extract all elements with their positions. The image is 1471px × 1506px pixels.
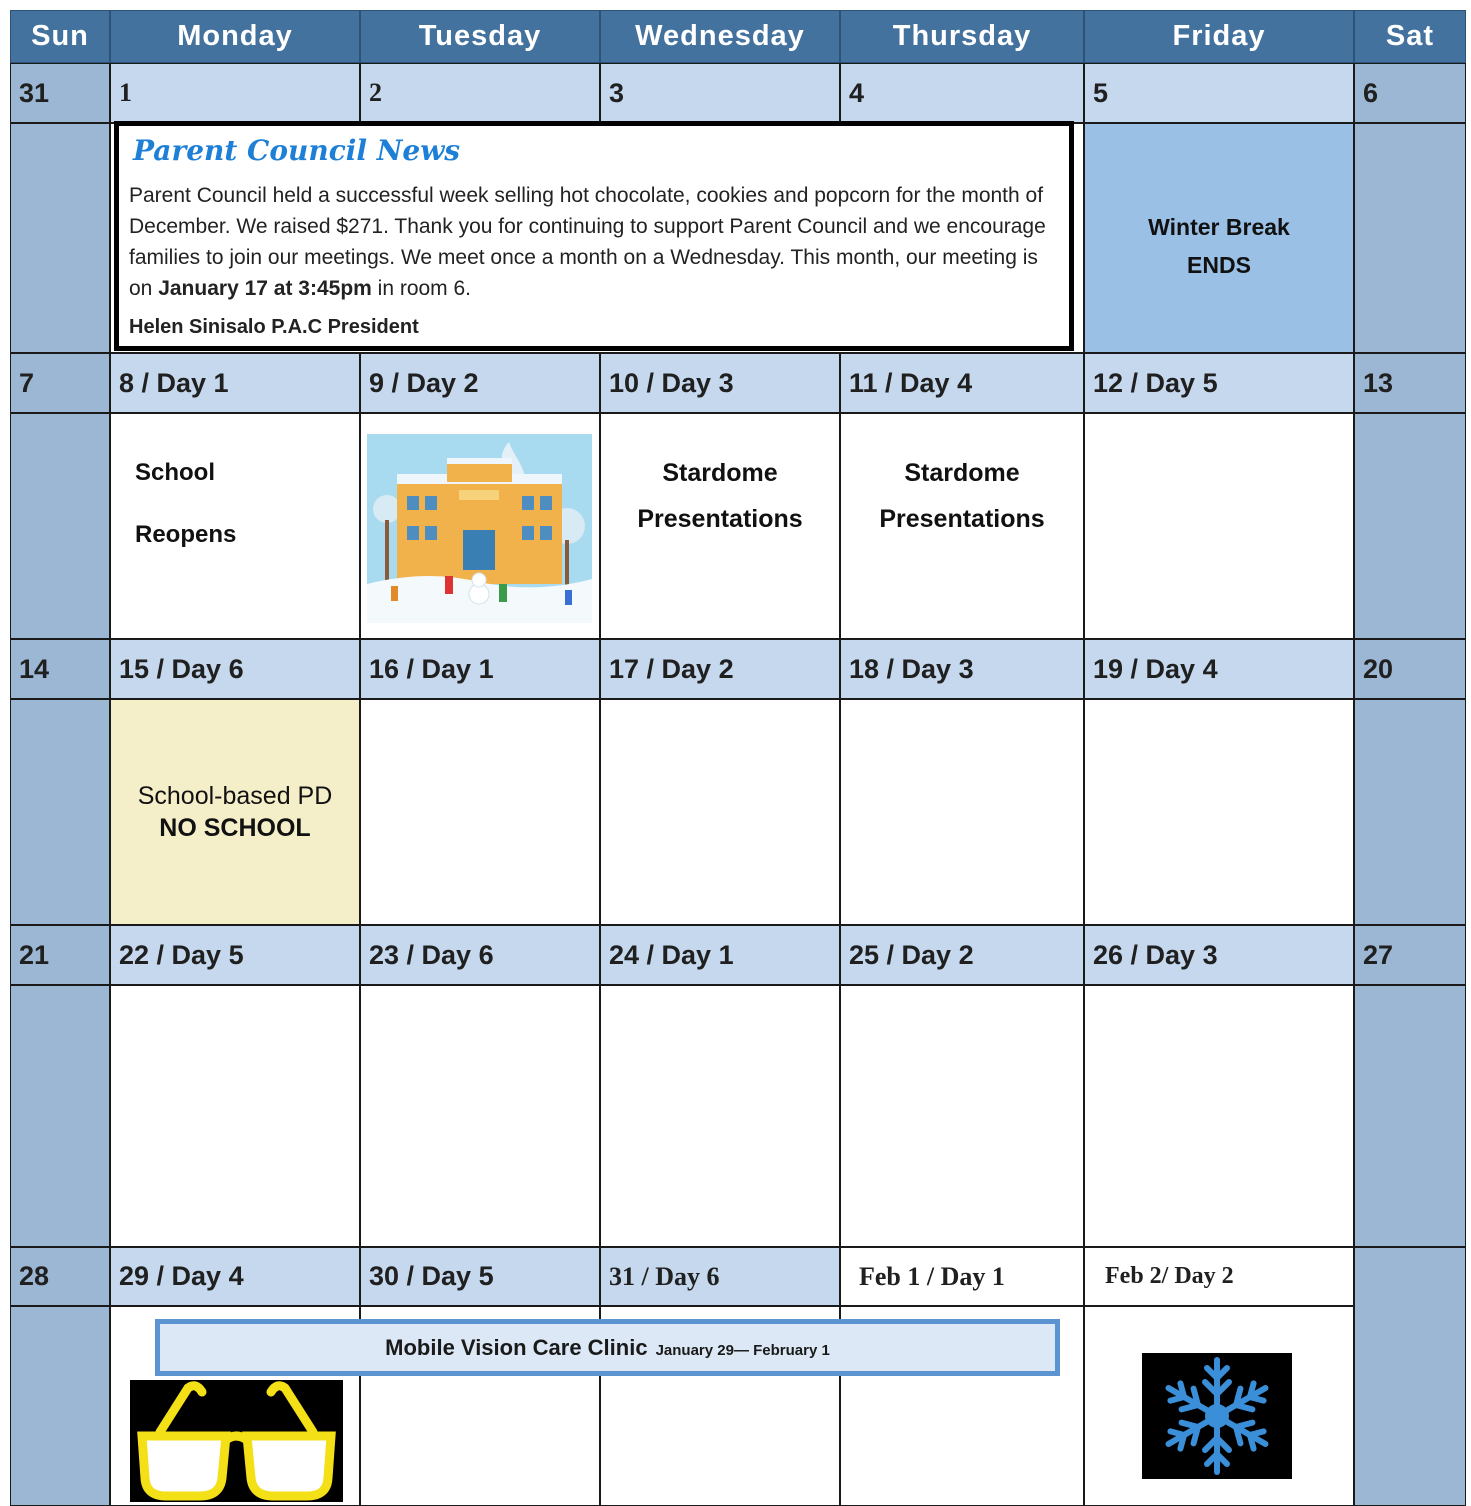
day-number-cell [600, 925, 840, 985]
day-number: 10 / Day 3 [609, 367, 734, 398]
day-number: 24 / Day 1 [609, 939, 734, 970]
day-cell-wednesday [600, 699, 840, 925]
vision-clinic-banner [155, 1319, 1060, 1376]
day-number: 28 [19, 1261, 50, 1291]
day-number-cell [110, 1247, 360, 1306]
news-body-text: Parent Council held a successful week selling hot chocolate, cookies and popcorn for the month of December. We raised $271. Thank you for continuing to support Parent Council and we encourage families to join our meetings. We meet once a month on a Wednesday. This month, our meeting is on [129, 184, 1046, 300]
stardome-line1: Stardome [904, 459, 1020, 487]
day-number-cell [110, 925, 360, 985]
day-number: 8 / Day 1 [119, 367, 229, 398]
day-cell-wednesday [600, 985, 840, 1247]
day-number: 20 [1363, 653, 1394, 684]
day-number-cell [110, 639, 360, 699]
day-cell-winter-break [1084, 123, 1354, 353]
day-number-cell [360, 1247, 600, 1306]
day-number: 5 [1093, 77, 1109, 108]
stardome-line1: Stardome [662, 459, 778, 487]
pd-day-line1: School-based PD [137, 782, 333, 810]
day-number-cell [10, 925, 110, 985]
day-number: 25 / Day 2 [849, 939, 974, 970]
day-number: 3 [609, 77, 625, 108]
day-number: 6 [1363, 77, 1379, 108]
day-number-cell [840, 639, 1084, 699]
day-number-cell [360, 925, 600, 985]
day-number: 17 / Day 2 [609, 653, 734, 684]
day-number-cell [1354, 639, 1466, 699]
day-number-cell [840, 353, 1084, 413]
news-meeting-date: January 17 at 3:45pm [158, 277, 372, 300]
day-number-cell [10, 639, 110, 699]
day-cell-tuesday [360, 985, 600, 1247]
news-body-end: in room 6. [371, 277, 472, 300]
stardome-line2: Presentations [637, 505, 803, 533]
stardome-line2: Presentations [879, 505, 1045, 533]
day-number-cell [600, 639, 840, 699]
day-number: 12 / Day 5 [1093, 367, 1218, 398]
news-title: Parent Council News [133, 134, 461, 167]
day-cell-stardome-wednesday [600, 413, 840, 639]
day-number: 13 [1363, 367, 1394, 398]
day-number: 4 [849, 77, 865, 108]
day-cell-saturday [1354, 985, 1466, 1247]
day-number: 14 [19, 653, 50, 684]
day-cell-thursday [840, 699, 1084, 925]
day-cell-monday [110, 985, 360, 1247]
day-number-cell [600, 1247, 840, 1306]
day-number: 27 [1363, 939, 1394, 970]
winter-break-line1: Winter Break [1148, 214, 1290, 240]
day-number: 29 / Day 4 [119, 1261, 244, 1291]
school-reopens-text [135, 442, 236, 566]
day-number: 23 / Day 6 [369, 939, 494, 970]
day-cell-thursday [840, 985, 1084, 1247]
snowflake-icon [1142, 1353, 1292, 1479]
school-reopens-line1: School [135, 459, 216, 486]
day-number-cell [840, 63, 1084, 123]
day-number: 31 / Day 6 [609, 1261, 720, 1291]
day-cell-school-reopens [110, 413, 360, 639]
day-cell-friday [1084, 413, 1354, 639]
day-number: 15 / Day 6 [119, 653, 244, 684]
day-number-cell [110, 63, 360, 123]
day-number-cell [1084, 63, 1354, 123]
day-number-cell [360, 353, 600, 413]
pd-day-line2: NO SCHOOL [159, 814, 311, 842]
header-saturday: Sat [1354, 10, 1466, 63]
day-number: 9 / Day 2 [369, 367, 479, 398]
day-cell-stardome-thursday [840, 413, 1084, 639]
day-number: 2 [369, 78, 382, 107]
day-number: Feb 1 / Day 1 [859, 1261, 1005, 1291]
winter-break-text [1085, 208, 1353, 284]
day-cell-saturday [1354, 123, 1466, 353]
day-cell-sunday [10, 1306, 110, 1506]
day-cell-sunday [10, 985, 110, 1247]
day-number-cell [1084, 639, 1354, 699]
day-number-cell [10, 1247, 110, 1306]
day-cell-friday [1084, 699, 1354, 925]
day-cell-sunday [10, 123, 110, 353]
day-cell-saturday [1354, 1247, 1466, 1506]
day-number-cell [840, 925, 1084, 985]
day-cell-pd-day [110, 699, 360, 925]
day-cell-sunday [10, 413, 110, 639]
winter-break-line2: ENDS [1187, 252, 1251, 278]
day-number-cell [1354, 63, 1466, 123]
day-number: 30 / Day 5 [369, 1261, 494, 1291]
parent-council-news [114, 121, 1074, 351]
day-number-cell [360, 639, 600, 699]
day-number-cell [10, 63, 110, 123]
day-cell-friday [1084, 985, 1354, 1247]
day-number: 16 / Day 1 [369, 653, 494, 684]
day-number: 11 / Day 4 [849, 367, 973, 398]
school-reopens-line2: Reopens [135, 521, 237, 548]
header-monday: Monday [110, 10, 360, 63]
day-cell-saturday [1354, 413, 1466, 639]
day-number-cell [10, 353, 110, 413]
day-number: Feb 2/ Day 2 [1105, 1263, 1234, 1289]
stardome-text [601, 450, 839, 542]
day-cell-tuesday [360, 699, 600, 925]
day-number-cell [360, 63, 600, 123]
header-sunday: Sun [10, 10, 110, 63]
day-number: 21 [19, 939, 50, 970]
pd-day-text [111, 780, 359, 844]
day-number: 22 / Day 5 [119, 939, 244, 970]
day-number-cell [600, 353, 840, 413]
header-tuesday: Tuesday [360, 10, 600, 63]
day-number-cell [1354, 353, 1466, 413]
day-number-cell [1084, 925, 1354, 985]
day-number-cell [1084, 1247, 1354, 1306]
stardome-text [841, 450, 1083, 542]
day-number-cell [600, 63, 840, 123]
day-number: 1 [119, 78, 132, 107]
day-number: 18 / Day 3 [849, 653, 974, 684]
news-signature: Helen Sinisalo P.A.C President [129, 316, 419, 338]
header-friday: Friday [1084, 10, 1354, 63]
news-body [129, 180, 1059, 304]
day-cell-sunday [10, 699, 110, 925]
winter-school-illustration [367, 434, 592, 623]
day-number-cell [110, 353, 360, 413]
vision-clinic-title: Mobile Vision Care Clinic [385, 1334, 648, 1360]
day-number: 31 [19, 77, 50, 108]
day-cell-saturday [1354, 699, 1466, 925]
day-cell-friday [1084, 1306, 1354, 1506]
vision-clinic-dates: January 29— February 1 [655, 1342, 830, 1359]
day-number: 7 [19, 367, 35, 398]
day-number-cell [840, 1247, 1084, 1306]
day-number-cell [1084, 353, 1354, 413]
header-wednesday: Wednesday [600, 10, 840, 63]
day-cell-tuesday [360, 413, 600, 639]
day-number: 19 / Day 4 [1093, 653, 1218, 684]
header-thursday: Thursday [840, 10, 1084, 63]
yellow-glasses-icon [130, 1380, 343, 1502]
day-number: 26 / Day 3 [1093, 939, 1218, 970]
day-number-cell [1354, 925, 1466, 985]
